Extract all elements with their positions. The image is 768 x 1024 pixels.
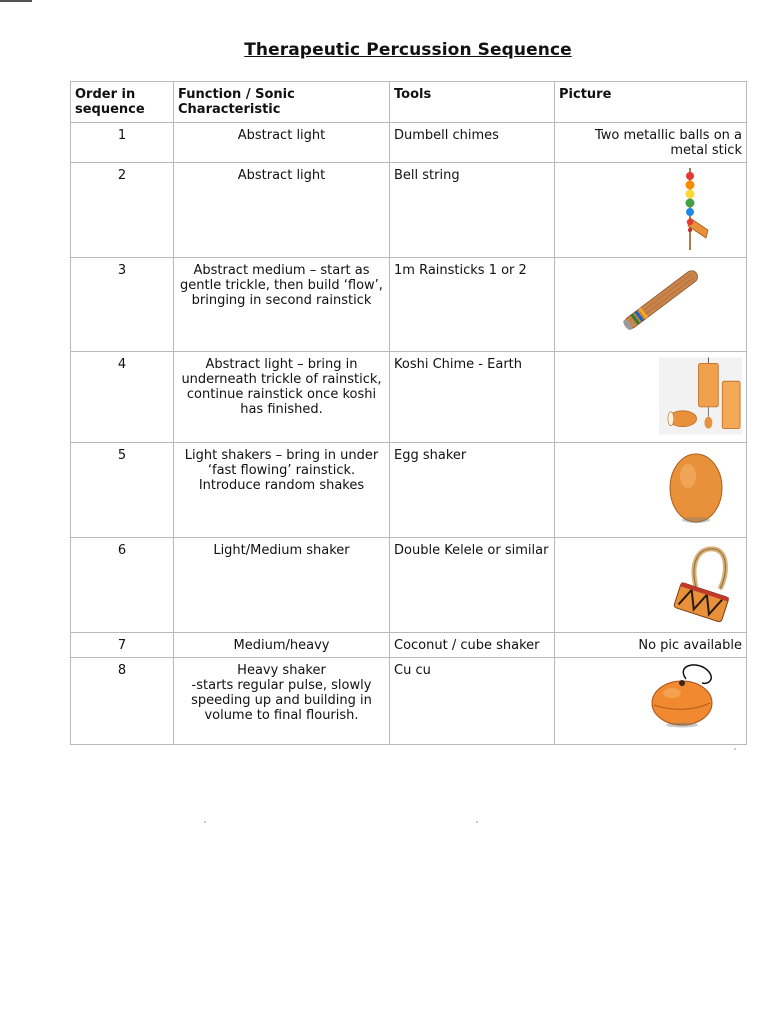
table-row (71, 443, 747, 538)
egg-shaker-icon (666, 448, 726, 526)
table-row (71, 352, 747, 443)
tools-cell: Egg shaker (390, 443, 555, 538)
document-title: Therapeutic Percussion Sequence (244, 40, 572, 60)
tools-cell: Double Kelele or similar (390, 538, 555, 633)
header-tools: Tools (390, 82, 555, 123)
cu-cu-shaker-icon (646, 663, 726, 729)
header-function: Function / Sonic Characteristic (174, 82, 390, 123)
function-cell: Light shakers – bring in under ‘fast flowing’ rainstick. Introduce random shakes (174, 443, 390, 538)
table-row (71, 258, 747, 352)
scan-speck (476, 821, 478, 823)
order-cell: 7 (71, 633, 174, 658)
tools-cell: Dumbell chimes (390, 123, 555, 163)
function-cell: Abstract light (174, 123, 390, 163)
order-cell: 1 (71, 123, 174, 163)
picture-cell (555, 633, 747, 658)
order-cell: 5 (71, 443, 174, 538)
picture-caption: No pic available (638, 638, 742, 653)
rainstick-icon (616, 263, 706, 339)
kelele-shaker-icon (668, 543, 734, 623)
picture-cell (555, 538, 747, 633)
order-cell: 6 (71, 538, 174, 633)
picture-cell (555, 443, 747, 538)
function-cell (174, 658, 390, 745)
table-row (71, 163, 747, 258)
tools-cell: Cu cu (390, 658, 555, 745)
picture-cell (555, 163, 747, 258)
picture-caption: Two metallic balls on a metal stick (595, 128, 742, 158)
table-header-row (71, 82, 747, 123)
scan-speck (204, 821, 206, 823)
order-cell: 3 (71, 258, 174, 352)
tools-cell: Bell string (390, 163, 555, 258)
table-row (71, 538, 747, 633)
header-order: Order in sequence (71, 82, 174, 123)
scan-speck (734, 748, 736, 750)
tools-cell: 1m Rainsticks 1 or 2 (390, 258, 555, 352)
picture-cell (555, 658, 747, 745)
sequence-table (70, 81, 747, 745)
scan-corner-mark (0, 0, 32, 2)
header-picture: Picture (555, 82, 747, 123)
function-cell: Abstract light (174, 163, 390, 258)
function-text: Heavy shaker -starts regular pulse, slowly speeding up and building in volume to final flourish. (191, 663, 372, 723)
function-cell: Medium/heavy (174, 633, 390, 658)
koshi-chime-icon (659, 357, 742, 435)
table-row (71, 123, 747, 163)
order-cell: 2 (71, 163, 174, 258)
tools-cell: Koshi Chime - Earth (390, 352, 555, 443)
bell-string-icon (676, 168, 716, 252)
order-cell: 4 (71, 352, 174, 443)
function-cell: Abstract medium – start as gentle trickle, then build ‘flow’, bringing in second rainstick (174, 258, 390, 352)
table-row (71, 658, 747, 745)
function-cell: Abstract light – bring in underneath trickle of rainstick, continue rainstick once koshi has finished. (174, 352, 390, 443)
table-row (71, 633, 747, 658)
tools-cell: Coconut / cube shaker (390, 633, 555, 658)
order-cell: 8 (71, 658, 174, 745)
picture-cell (555, 352, 747, 443)
picture-cell (555, 258, 747, 352)
picture-cell (555, 123, 747, 163)
function-cell: Light/Medium shaker (174, 538, 390, 633)
